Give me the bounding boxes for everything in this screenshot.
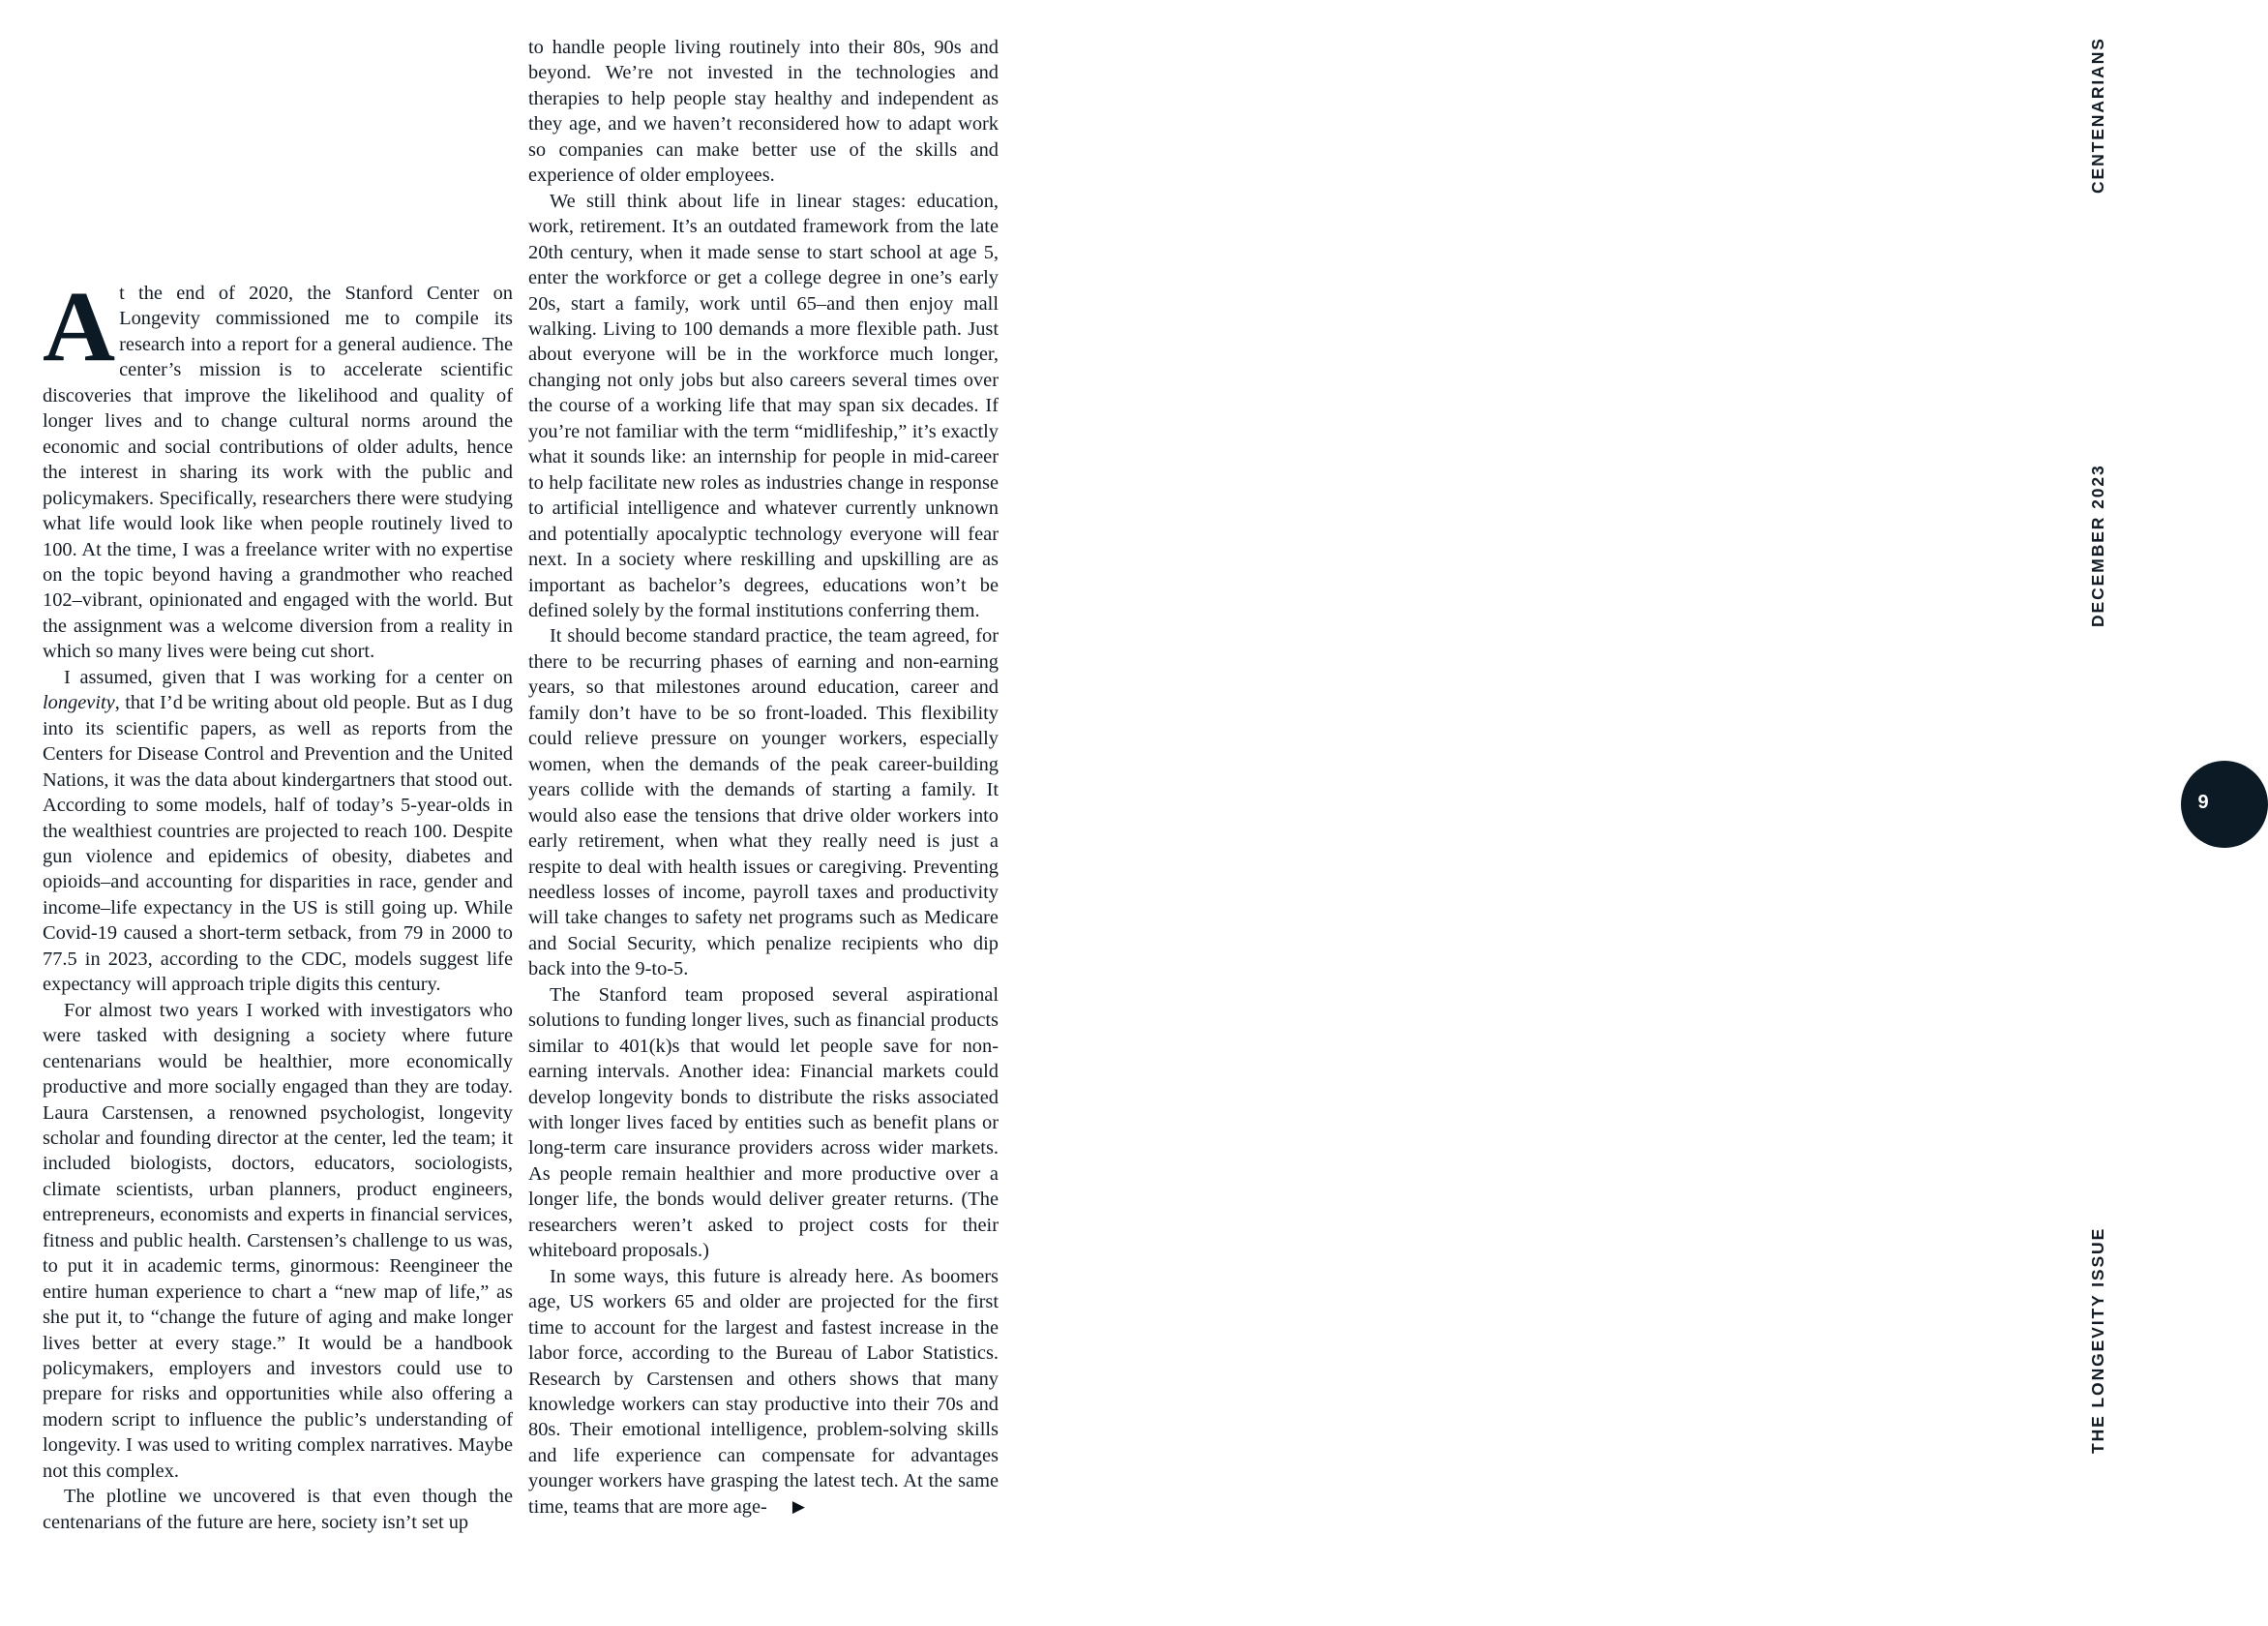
paragraph-boomers [528,1264,999,1521]
paragraph-linear-stages: We still think about life in linear stages: education, work, retirement. It’s an outdated framework from the late 20th century, when it made sense to start school at age 5, enter the workforce or get a college degree in one’s early 20s, start a family, work until 65–and then enjoy mall walking. Living to 100 demands a more flexible path. Just about everyone will be in the workforce much longer, changing not only jobs but also careers several times over the course of a working life that may span six decades. If you’re not familiar with the term “midlifeship,” it’s exactly what it sounds like: an internship for people in mid-career to help facilitate new roles as industries change in response to artificial intelligence and whatever currently unknown and potentially apocalyptic technology everyone will fear next. In a society where reskilling and upskilling are as important as bachelor’s degrees, educations won’t be defined solely by the formal institutions conferring them. [528,190,999,621]
paragraph-standard-practice: It should become standard practice, the team agreed, for there to be recurring phases of earning and non-earning years, so that milestones around education, career and family don’t have to be so front-loaded. This flexibility could relieve pressure on younger workers, especially women, when the demands of the peak career-building years collide with the demands of starting a family. It would also ease the tensions that drive older workers into early retirement, when what they really need is just a respite to deal with health issues or caregiving. Preventing needless losses of income, payroll taxes and productivity will take changes to safety net programs such as Medicare and Social Security, which penalize recipients who dip back into the 9-to-5. [528,625,999,980]
paragraph-text: In some ways, this future is already here. As boomers age, US workers 65 and older are projected for the first time to account for the largest and fastest increase in the labor force, according to the Bureau of Labor Statistics. Research by Carstensen and others shows that many knowledge workers can stay productive into their 70s and 80s. Their emotional intelligence, problem-solving skills and life experience can compensate for advantages younger workers have grasping the latest tech. At the same time, teams that are more age- [528,1265,999,1518]
paragraph-opening [43,271,513,665]
paragraph-text: t the end of 2020, the Stanford Center on Longevity commissioned me to compile its research into a report for a general audience. The center’s mission is to accelerate scientific discoveries that improve the likelihood and quality of longer lives and to change cultural norms around the economic and social contributions of older adults, hence the interest in sharing its work with the public and policymakers. Specifically, researchers there were studying what life would look like when people routinely lived to 100. At the time, I was a freelance writer with no expertise on the topic beyond having a grandmother who reached 102–vibrant, opinionated and engaged with the world. But the assignment was a welcome diversion from a reality in which so many lives were being cut short. [43,283,513,663]
paragraph-investigators: For almost two years I worked with investigators who were tasked with designing a society where future centenarians would be healthier, more economically productive and more socially engaged than they are today. Laura Carstensen, a renowned psychologist, longevity scholar and founding director at the center, led the team; it included biologists, doctors, educators, sociologists, climate scientists, urban planners, product engineers, entrepreneurs, economists and experts in financial services, fitness and public health. Carstensen’s challenge to us was, to put it in academic terms, ginormous: Reengineer the entire human experience to chart a “new map of life,” as she put it, to “change the future of aging and make longer lives better at every stage.” It would be a handbook policymakers, employers and investors could use to prepare for risks and opportunities while also offering a modern script to influence the public’s understanding of longevity. I was used to writing complex narratives. Maybe not this complex. [43,999,513,1482]
paragraph-plotline: The plotline we uncovered is that even though the centenarians of the future are here, society isn’t set up [43,1486,513,1533]
paragraph-longevity [43,665,513,998]
article-column-right [528,35,999,1520]
page-rail [1012,0,2209,1626]
paragraph-stanford-team: The Stanford team proposed several aspirational solutions to funding longer lives, such as financial products similar to 401(k)s that would let people save for non-earning intervals. Another idea: Financial markets could develop longevity bonds to distribute the risks associated with longer lives faced by entities such as benefit plans or long-term care insurance providers across wider markets. As people remain healthier and more productive over a longer life, the bonds would deliver greater returns. (The researchers weren’t asked to project costs for their whiteboard proposals.) [528,983,999,1262]
rail-issue-date: DECEMBER 2023 [2088,464,2107,627]
article-column-left [43,271,513,1535]
paragraph-text-tail: , that I’d be writing about old people. But as I dug into its scientific papers, as well as reports from the Centers for Disease Control and Prevention and the United Nations, it was the data about kindergartners that stood out. According to some models, half of today’s 5-year-olds in the wealthiest countries are projected to reach 100. Despite gun violence and epidemics of obesity, diabetes and opioids–and accounting for disparities in race, gender and income–life expectancy in the US is still going up. While Covid-19 caused a short-term setback, from 79 in 2000 to 77.5 in 2023, according to the CDC, models suggest life expectancy will approach triple digits this century. [43,692,513,996]
rail-issue-title: THE LONGEVITY ISSUE [2088,1226,2107,1454]
page-number: 9 [2197,792,2209,813]
continue-arrow-icon: ▶ [791,1496,805,1516]
drop-cap: A [43,271,116,382]
italic-term-longevity: longevity [43,692,115,714]
rail-section-label: CENTENARIANS [2088,37,2107,194]
paragraph-handle: to handle people living routinely into their 80s, 90s and beyond. We’re not invested in the technologies and therapies to help people stay healthy and independent as they age, and we haven’t reconsidered how to adapt work so companies can make better use of the skills and experience of older employees. [528,37,999,187]
paragraph-text-lead: I assumed, given that I was working for a center on [64,666,513,688]
